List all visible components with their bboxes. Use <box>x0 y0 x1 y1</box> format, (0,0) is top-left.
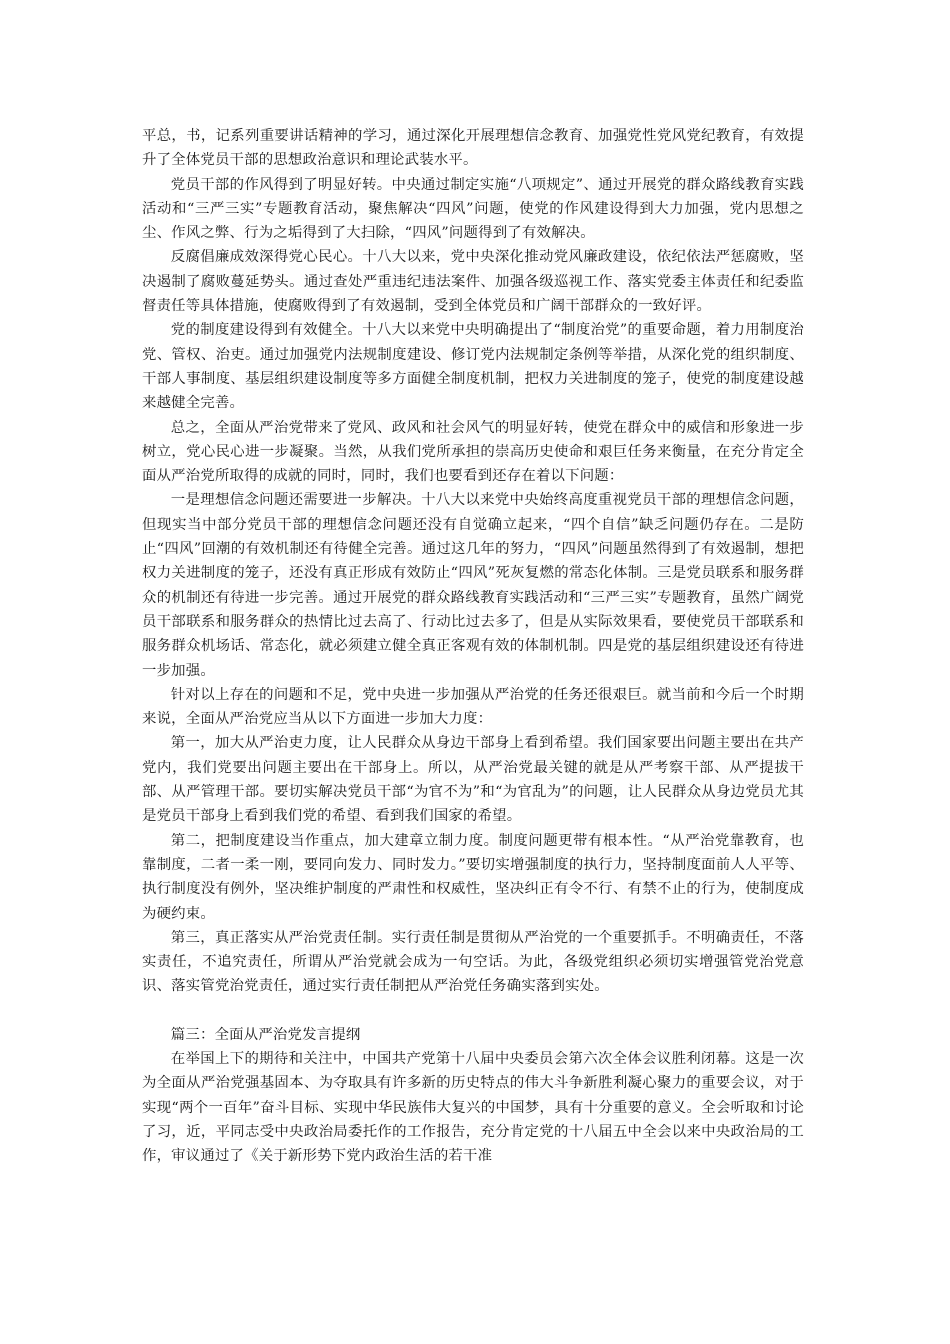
paragraph: 一是理想信念问题还需要进一步解决。十八大以来党中央始终高度重视党员干部的理想信念问题，但现实当中部分党员干部的理想信念问题还没有自觉确立起来，“四个自信”缺乏问题仍存在。二是防止“四风”回潮的有效机制还有待健全完善。通过这几年的努力，“四风”问题虽然得到了有效遏制，想把权力关进制度的笼子，还没有真正形成有效防止“四风”死灰复燃的常态化体制。三是党员联系和服务群众的机制还有待进一步完善。通过开展党的群众路线教育实践活动和“三严三实”专题教育，虽然广阔党员干部联系和服务群众的热情比过去高了、行动比过去多了，但是从实际效果看，要使党员干部联系和服务群众机场话、常态化，就必须建立健全真正客观有效的体制机制。四是党的基层组织建设还有待进一步加强。 <box>142 492 804 679</box>
section-heading: 篇三：全面从严治党发言提纲 <box>170 1026 361 1043</box>
paragraph: 党员干部的作风得到了明显好转。中央通过制定实施“八项规定”、通过开展党的群众路线教育实践活动和“三严三实”专题教育活动，聚焦解决“四风”问题，使党的作风建设得到大力加强，党内思想之尘、作风之弊、行为之垢得到了大扫除，“四风”问题得到了有效解决。 <box>142 176 804 242</box>
paragraph: 反腐倡廉成效深得党心民心。十八大以来，党中央深化推动党风廉政建设，依纪依法严惩腐败，坚决遏制了腐败蔓延势头。通过查处严重违纪违法案件、加强各级巡视工作、落实党委主体责任和纪委监督责任等具体措施，使腐败得到了有效遏制，受到全体党员和广阔干部群众的一致好评。 <box>142 249 804 315</box>
paragraph: 党的制度建设得到有效健全。十八大以来党中央明确提出了“制度治党”的重要命题，着力用制度治党、管权、治吏。通过加强党内法规制度建设、修订党内法规制定条例等举措，从深化党的组织制度、干部人事制度、基层组织建设制度等多方面健全制度机制，把权力关进制度的笼子，使党的制度建设越来越健全完善。 <box>142 322 804 412</box>
paragraph: 第二，把制度建设当作重点，加大建章立制力度。制度问题更带有根本性。“从严治党靠教育，也靠制度，二者一柔一刚，要同向发力、同时发力。”要切实增强制度的执行力，坚持制度面前人人平等、执行制度没有例外，坚决维护制度的严肃性和权威性，坚决纠正有令不行、有禁不止的行为，使制度成为硬约束。 <box>142 832 804 922</box>
paragraph: 平总，书，记系列重要讲话精神的学习，通过深化开展理想信念教育、加强党性党风党纪教育，有效提升了全体党员干部的思想政治意识和理论武装水平。 <box>142 128 804 169</box>
paragraph: 在举国上下的期待和关注中，中国共产党第十八届中央委员会第六次全体会议胜利闭幕。这是一次为全面从严治党强基固本、为夺取具有许多新的历史特点的伟大斗争新胜利凝心聚力的重要会议，对于实现“两个一百年”奋斗目标、实现中华民族伟大复兴的中国梦，具有十分重要的意义。全会听取和讨论了习，近，平同志受中央政治局委托作的工作报告，充分肯定党的十八届五中全会以来中央政治局的工作，审议通过了《关于新形势下党内政治生活的若干准 <box>142 1050 804 1165</box>
paragraph: 针对以上存在的问题和不足，党中央进一步加强从严治党的任务还很艰巨。就当前和今后一个时期来说，全面从严治党应当从以下方面进一步加大力度： <box>142 686 804 728</box>
document-body <box>142 124 804 1168</box>
paragraph: 第三，真正落实从严治党责任制。实行责任制是贯彻从严治党的一个重要抓手。不明确责任，不落实责任，不追究责任，所谓从严治党就会成为一句空话。为此，各级党组织必须切实增强管党治党意识、落实管党治党责任，通过实行责任制把从严治党任务确实落到实处。 <box>142 929 804 995</box>
paragraph: 总之，全面从严治党带来了党风、政风和社会风气的明显好转，使党在群众中的威信和形象进一步树立，党心民心进一步凝聚。当然，从我们党所承担的崇高历史使命和艰巨任务来衡量，在充分肯定全面从严治党所取得的成就的同时，同时，我们也要看到还存在着以下问题： <box>142 419 804 485</box>
paragraph: 第一，加大从严治吏力度，让人民群众从身边干部身上看到希望。我们国家要出问题主要出在共产党内，我们党要出问题主要出在干部身上。所以，从严治党最关键的就是从严考察干部、从严提拔干部、从严管理干部。要切实解决党员干部“为官不为”和“为官乱为”的问题，让人民群众从身边党员尤其是党员干部身上看到我们党的希望、看到我们国家的希望。 <box>142 735 804 825</box>
